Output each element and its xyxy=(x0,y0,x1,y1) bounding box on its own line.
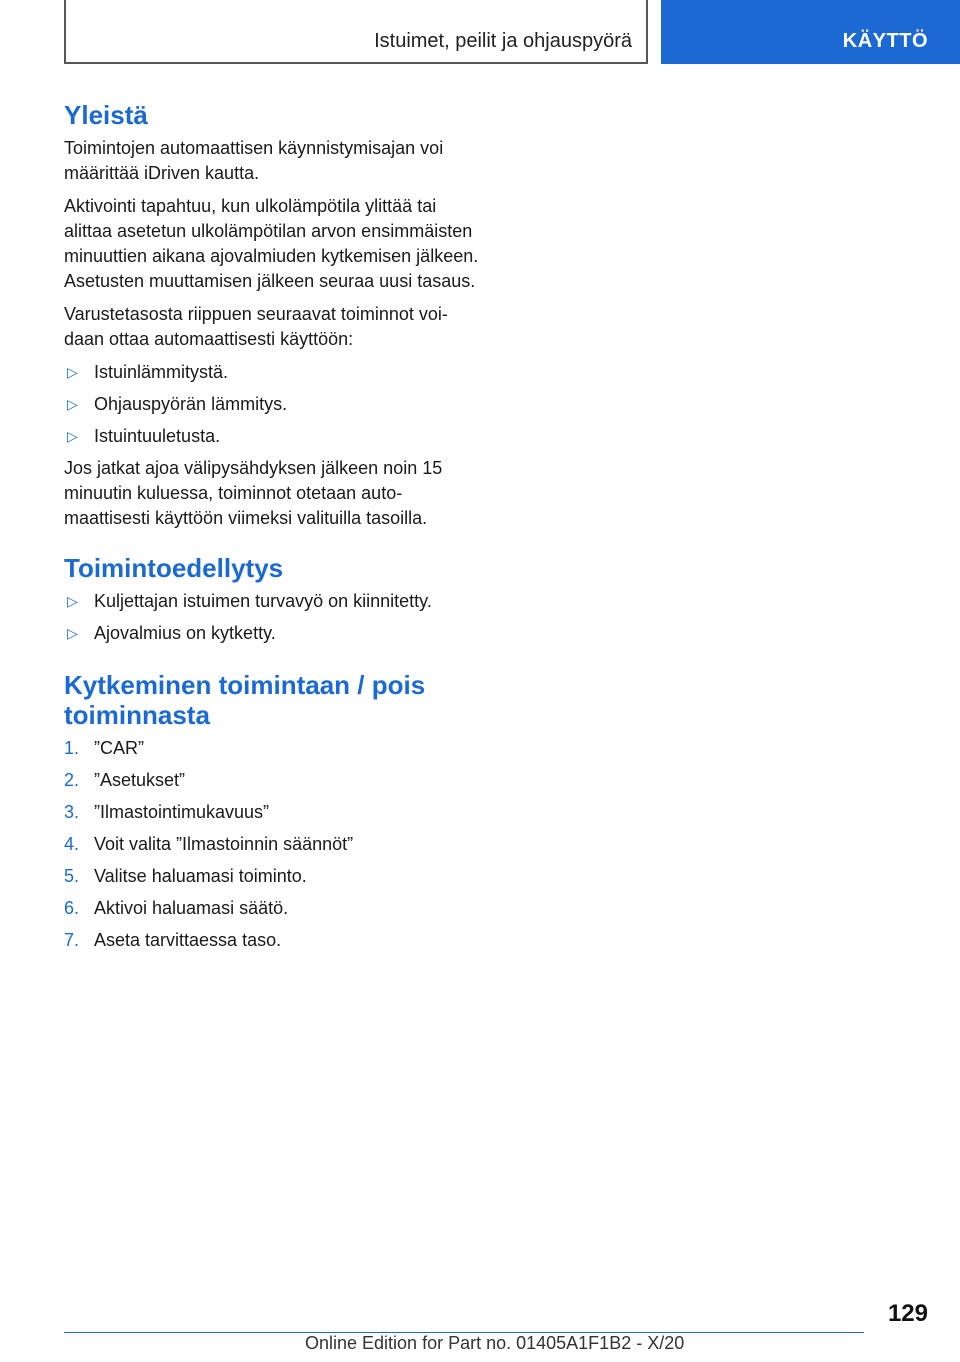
list-item xyxy=(64,392,480,417)
step-number: 4. xyxy=(64,834,80,854)
bullet-list xyxy=(64,360,480,449)
heading-toimintoedellytys: Toimintoedellytys xyxy=(64,553,284,583)
section-title: Istuimet, peilit ja ohjauspyörä xyxy=(374,30,632,52)
step-text: ”Asetukset” xyxy=(94,770,186,790)
list-item-text: Ajovalmius on kytketty. xyxy=(94,623,276,643)
step-number: 6. xyxy=(64,898,80,918)
step-text: Aseta tarvittaessa taso. xyxy=(94,930,282,950)
triangle-right-outline-icon: ▷ xyxy=(67,625,78,641)
step-item xyxy=(64,736,480,761)
step-item xyxy=(64,768,480,793)
step-item xyxy=(64,928,480,953)
step-text: ”CAR” xyxy=(94,738,144,758)
step-number: 1. xyxy=(64,738,80,758)
chapter-tab xyxy=(661,0,960,64)
step-list xyxy=(64,736,480,953)
heading-kytkeminen: Kytkeminen toimintaan / pois toiminnasta xyxy=(64,670,426,730)
step-text: Voit valita ”Ilmastoinnin säännöt” xyxy=(94,834,354,854)
step-text: Aktivoi haluamasi säätö. xyxy=(94,898,289,918)
triangle-right-outline-icon: ▷ xyxy=(67,428,78,444)
main-content xyxy=(64,100,480,960)
step-number: 7. xyxy=(64,930,80,950)
header-section-box xyxy=(64,0,648,64)
paragraph: Toimintojen automaattisen käynnistymisajan voi määrittää iDriven kautta. xyxy=(64,138,444,183)
list-item-text: Kuljettajan istuimen turvavyö on kiinnitetty. xyxy=(94,591,432,611)
list-item-text: Ohjauspyörän lämmitys. xyxy=(94,394,288,414)
list-item xyxy=(64,424,480,449)
step-text: ”Ilmastointimukavuus” xyxy=(94,802,270,822)
bullet-list xyxy=(64,589,480,646)
list-item xyxy=(64,621,480,646)
paragraph: Varustetasosta riippuen seuraavat toiminnot voidaan ottaa automaattisesti käyttöön: xyxy=(64,304,448,349)
list-item xyxy=(64,589,480,614)
triangle-right-outline-icon: ▷ xyxy=(67,593,78,609)
heading-yleista: Yleistä xyxy=(64,100,148,130)
step-item xyxy=(64,832,480,857)
step-item xyxy=(64,864,480,889)
step-number: 3. xyxy=(64,802,80,822)
step-number: 5. xyxy=(64,866,80,886)
chapter-label: KÄYTTÖ xyxy=(842,30,928,52)
step-number: 2. xyxy=(64,770,80,790)
triangle-right-outline-icon: ▷ xyxy=(67,364,78,380)
list-item-text: Istuinlämmitystä. xyxy=(94,362,229,382)
paragraph: Aktivointi tapahtuu, kun ulkolämpötila ylittää tai alittaa asetetun ulkolämpötilan arvon ensimmäisten minuuttien aikana ajovalmiuden kytkemisen jälkeen. Asetusten muuttamisen jälkeen seuraa uusi tasaus. xyxy=(64,196,479,291)
triangle-right-outline-icon: ▷ xyxy=(67,396,78,412)
list-item-text: Istuintuuletusta. xyxy=(94,426,221,446)
step-item xyxy=(64,896,480,921)
step-item xyxy=(64,800,480,825)
step-text: Valitse haluamasi toiminto. xyxy=(94,866,307,886)
list-item xyxy=(64,360,480,385)
page-number: 129 xyxy=(887,1300,928,1327)
footer-edition-text: Online Edition for Part no. 01405A1F1B2 - X/20 xyxy=(305,1333,685,1353)
paragraph: Jos jatkat ajoa välipysähdyksen jälkeen noin 15 minuutin kuluessa, toiminnot otetaan automaattisesti käyttöön viimeksi valituilla tasoilla. xyxy=(64,458,443,528)
